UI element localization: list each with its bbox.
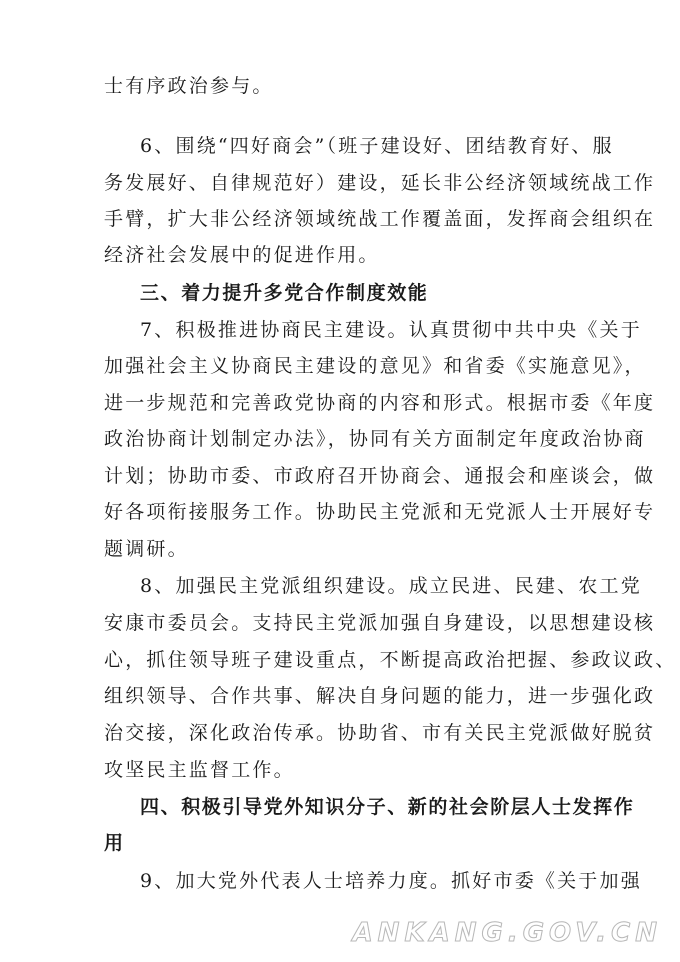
paragraph-line: 手臂，扩大非公经济领域统战工作覆盖面，发挥商会组织在 xyxy=(104,208,656,230)
site-watermark: ANKANG.GOV.CN xyxy=(352,918,662,948)
paragraph-line: 7、积极推进协商民主建设。认真贯彻中共中央《关于 xyxy=(140,319,642,341)
paragraph-line: 8、加强民主党派组织建设。成立民进、民建、农工党 xyxy=(140,575,642,597)
paragraph-line: 政治协商计划制定办法》，协同有关方面制定年度政治协商 xyxy=(104,428,646,450)
paragraph-line: 安康市委员会。支持民主党派加强自身建设，以思想建设核 xyxy=(104,612,656,634)
section-heading-line: 用 xyxy=(104,832,125,854)
paragraph-line: 计划；协助市委、市政府召开协商会、通报会和座谈会，做 xyxy=(104,465,656,487)
paragraph-line: 进一步规范和完善政党协商的内容和形式。根据市委《年度 xyxy=(104,392,656,414)
paragraph-line: 士有序政治参与。 xyxy=(104,75,274,97)
paragraph-line: 好各项衔接服务工作。协助民主党派和无党派人士开展好专 xyxy=(104,501,656,523)
paragraph-line: 加强社会主义协商民主建设的意见》和省委《实施意见》， xyxy=(104,355,646,377)
paragraph-line: 题调研。 xyxy=(104,538,189,560)
paragraph-line: 经济社会发展中的促进作用。 xyxy=(104,244,380,266)
paragraph-line: 6、围绕“四好商会”（班子建设好、团结教育好、服 xyxy=(140,135,614,157)
paragraph-line: 心，抓住领导班子建设重点，不断提高政治把握、参政议政、 xyxy=(104,649,677,671)
section-heading-line: 三、着力提升多党合作制度效能 xyxy=(140,282,429,304)
paragraph-line: 务发展好、自律规范好）建设，延长非公经济领域统战工作 xyxy=(104,172,656,194)
paragraph-line: 9、加大党外代表人士培养力度。抓好市委《关于加强 xyxy=(140,870,642,892)
paragraph-line: 组织领导、合作共事、解决自身问题的能力，进一步强化政 xyxy=(104,685,656,707)
section-heading-line: 四、积极引导党外知识分子、新的社会阶层人士发挥作 xyxy=(140,796,635,818)
paragraph-line: 治交接，深化政治传承。协助省、市有关民主党派做好脱贫 xyxy=(104,722,656,744)
paragraph-line: 攻坚民主监督工作。 xyxy=(104,759,295,781)
